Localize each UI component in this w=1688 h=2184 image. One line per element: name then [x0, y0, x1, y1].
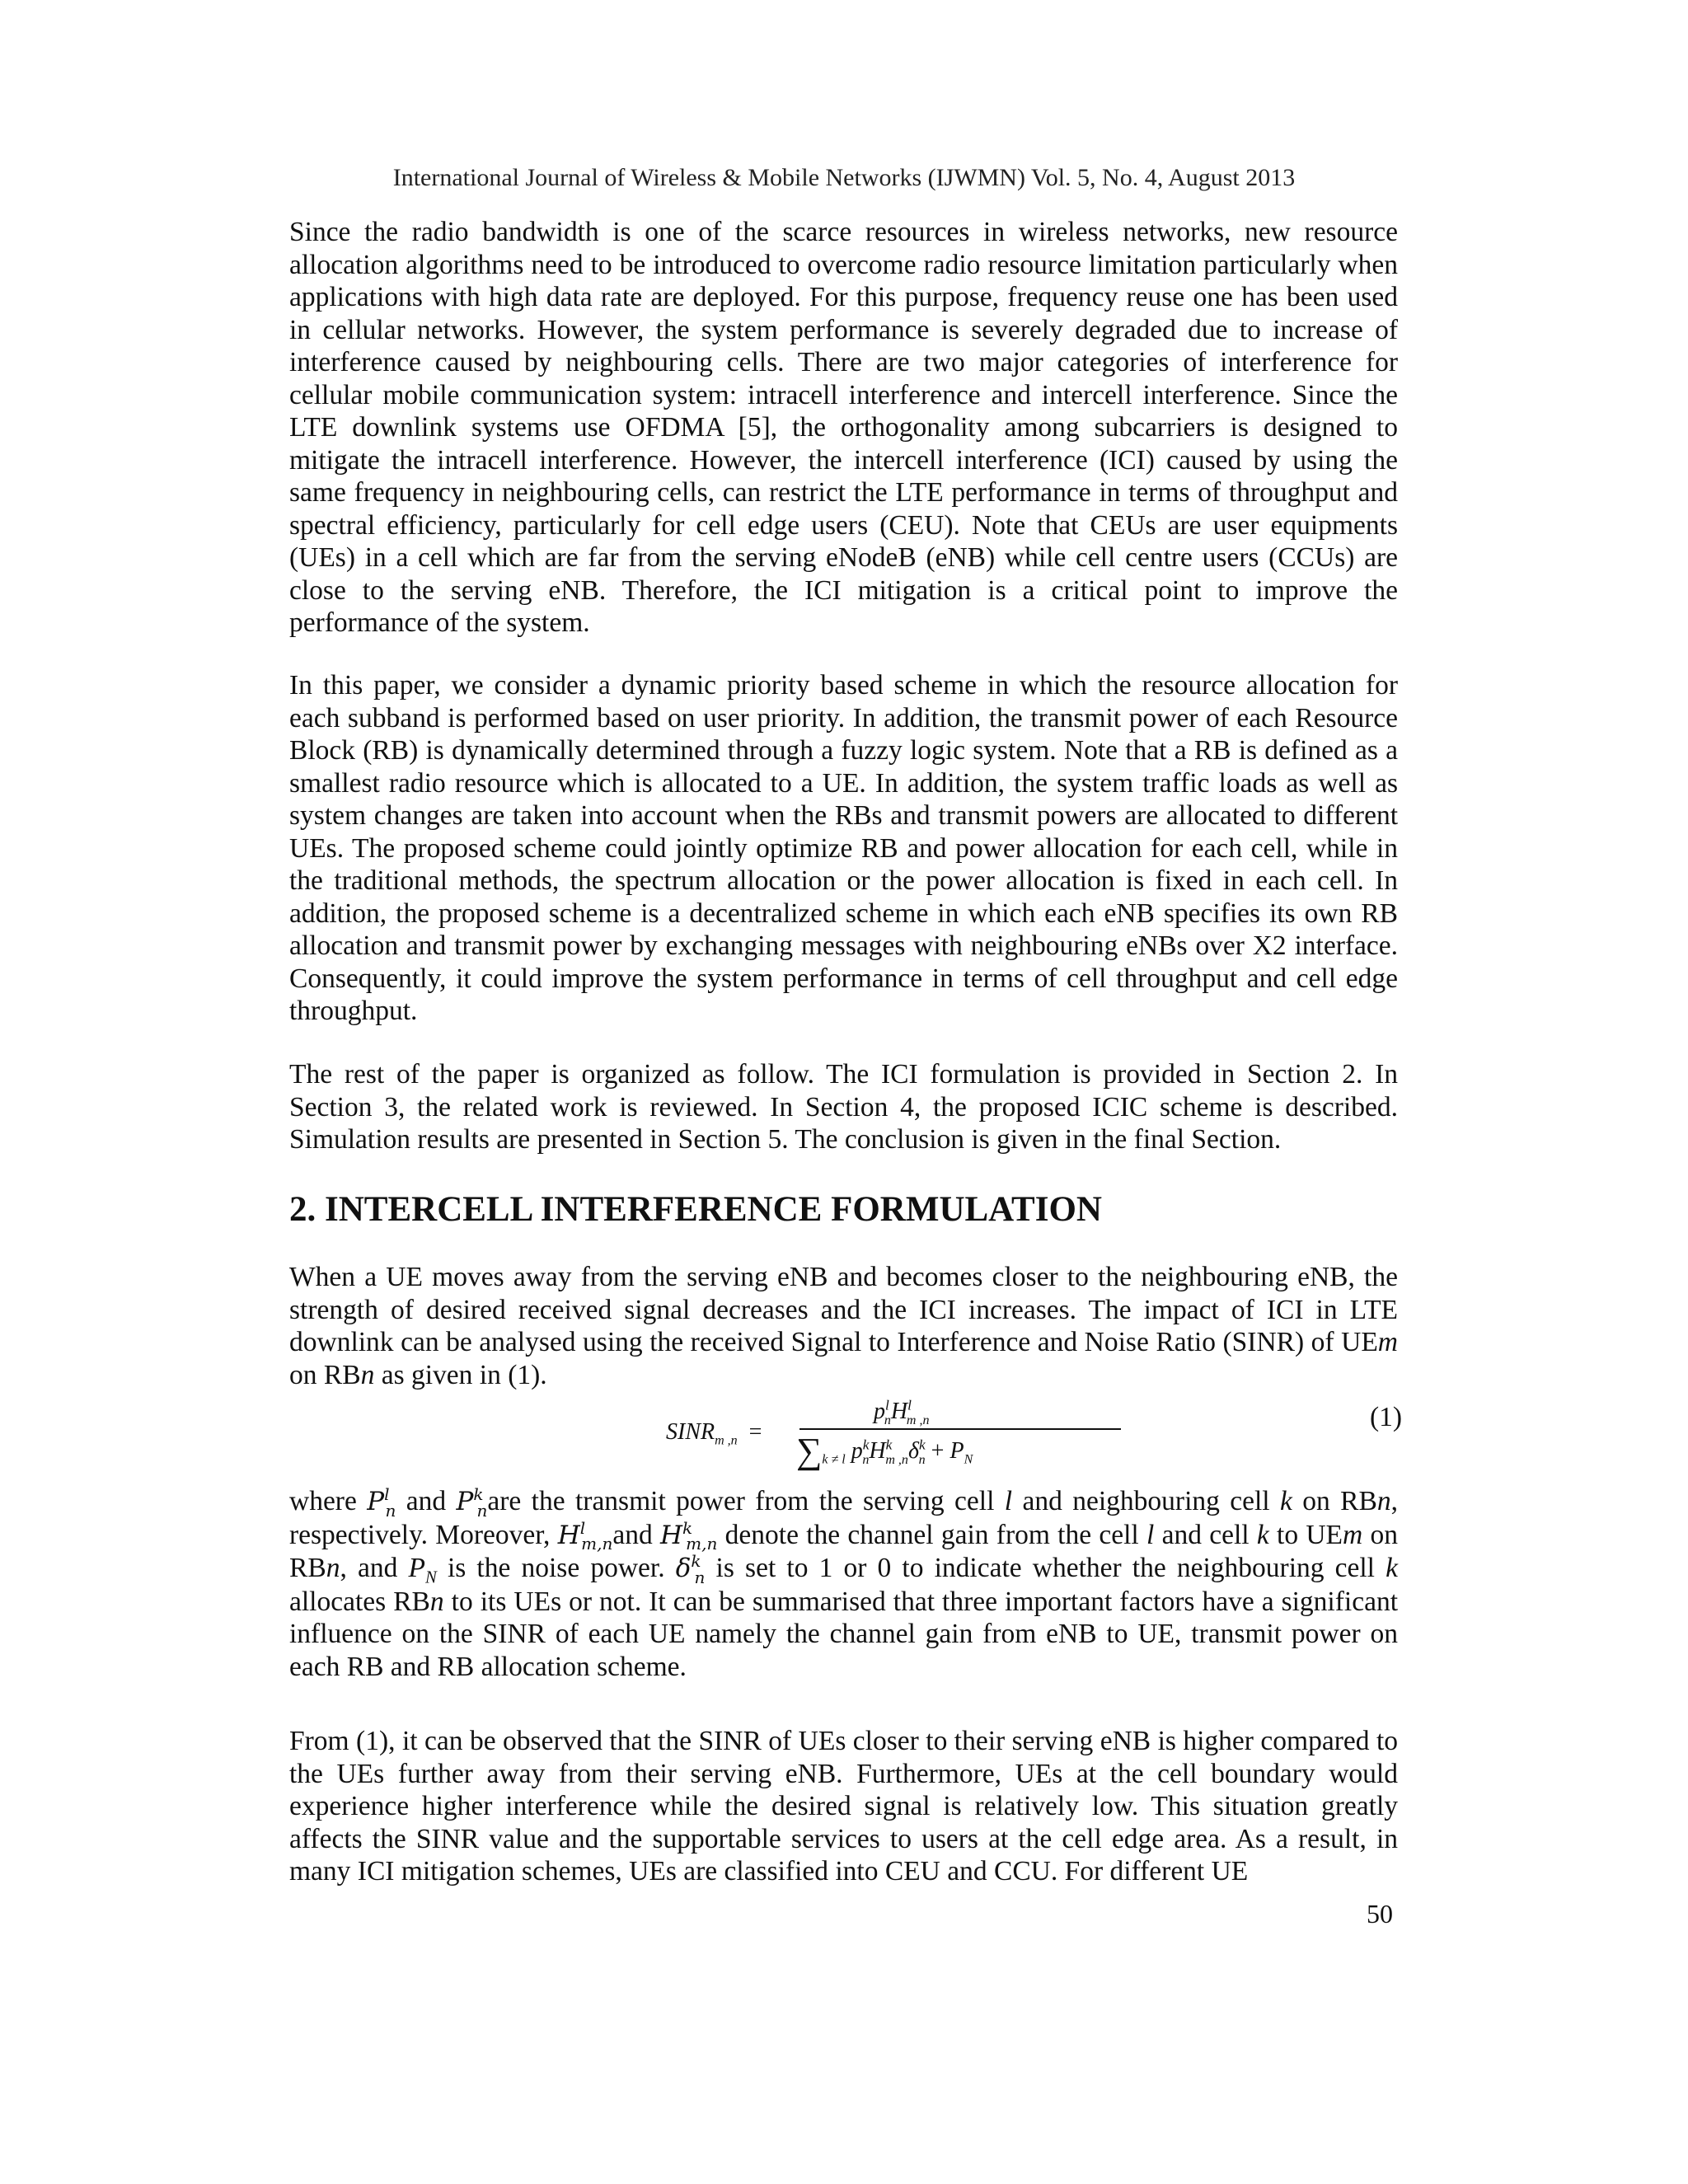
p4-a: When a UE moves away from the serving eNB and becomes closer to the neighbouring eNB, the strength of desired received signal decreases and the ICI increases. The impact of ICI in LTE downlink can be analysed using the received Signal to Interference and Noise Ratio (SINR) of UE	[289, 1262, 1398, 1357]
equation-lhs: $SINR_{m ,n}$ =	[666, 1419, 762, 1448]
paragraph-2-text: In this paper, we consider a dynamic priority based scheme in which the resource allocation for each subband is performed based on user priority. In addition, the transmit power of each Resource Block (RB) is dynamically determined through a fuzzy logic system. Note that a RB is defined as a smallest radio resource which is allocated to a UE. In addition, the system traffic loads as well as system changes are taken into account when the RBs and transmit powers are allocated to different UEs. The proposed scheme could jointly optimize RB and power allocation for each cell, while in the traditional methods, the spectrum allocation or the power allocation is fixed in each cell. In addition, the proposed scheme is a decentralized scheme in which each eNB specifies its own RB allocation and transmit power by exchanging messages with neighbouring eNBs over X2 interface. Consequently, it could improve the system performance in terms of cell throughput and cell edge throughput.	[289, 670, 1398, 1026]
paragraph-6-text: From (1), it can be observed that the SINR of UEs closer to their serving eNB is higher compared to the UEs further away from their serving eNB. Furthermore, UEs at the cell boundary would experience higher interference while the desired signal is relatively low. This situation greatly affects the SINR value and the supportable services to users at the cell edge area. As a result, in many ICI mitigation schemes, UEs are classified into CEU and CCU. For different UE	[289, 1726, 1398, 1886]
page-number: 50	[1367, 1899, 1393, 1929]
p4-c: as given in (1).	[374, 1359, 547, 1390]
equation-numerator: $p^l_nH^l_{m ,n}$	[874, 1397, 930, 1427]
paragraph-4	[289, 1261, 1398, 1391]
paragraph-1	[289, 216, 1398, 640]
paragraph-5-text: where $P^l_n$ and $P^k_nare$ the transmit power from the serving cell l and neighbouring cell k on RBn, respectively. Moreover, $H^l_{m,n}and$ $H^k_{m,n}$ denote the channel gain from the cell l and cell k to UEm on RBn, and $P_N$ is the noise power. $\delta^k_n$ is set to 1 or 0 to indicate whether the neighbouring cell k allocates RBn to its UEs or not. It can be summarised that three important factors have a significant influence on the SINR of each UE namely the channel gain from eNB to UE, transmit power on each RB and RB allocation scheme.	[289, 1483, 1399, 1682]
p4-m: m	[1377, 1327, 1398, 1357]
paragraph-5	[289, 1485, 1398, 1683]
section-heading: 2. INTERCELL INTERFERENCE FORMULATION	[289, 1190, 1102, 1229]
paragraph-2	[289, 669, 1398, 1028]
equation-number: (1)	[1370, 1402, 1403, 1432]
sinr-equation	[651, 1399, 1261, 1473]
p4-n: n	[360, 1359, 375, 1390]
equation-denominator: $\sum_{k \ne l}$ $p^k_nH^k_{m ,n}\delta^k_n + P_N$	[796, 1431, 973, 1471]
running-header: International Journal of Wireless & Mobile Networks (IJWMN) Vol. 5, No. 4, August 2013	[392, 164, 1296, 191]
paragraph-3-text: The rest of the paper is organized as follow. The ICI formulation is provided in Section 2. In Section 3, the related work is reviewed. In Section 4, the proposed ICIC scheme is described. Simulation results are presented in Section 5. The conclusion is given in the final Section.	[289, 1059, 1398, 1155]
p4-b: on RB	[289, 1359, 361, 1390]
paragraph-6	[289, 1725, 1398, 1888]
paragraph-3	[289, 1058, 1398, 1156]
paragraph-4-text	[289, 1261, 1398, 1391]
paragraph-1-text: Since the radio bandwidth is one of the scarce resources in wireless networks, new resource allocation algorithms need to be introduced to overcome radio resource limitation particularly when applications with high data rate are deployed. For this purpose, frequency reuse one has been used in cellular networks. However, the system performance is severely degraded due to increase of interference caused by neighbouring cells. There are two major categories of interference for cellular mobile communication system: intracell interference and intercell interference. Since the LTE downlink systems use OFDMA [5], the orthogonality among subcarriers is designed to mitigate the intracell interference. However, the intercell interference (ICI) caused by using the same frequency in neighbouring cells, can restrict the LTE performance in terms of throughput and spectral efficiency, particularly for cell edge users (CEU). Note that CEUs are user equipments (UEs) in a cell which are far from the serving eNodeB (eNB) while cell centre users (CCUs) are close to the serving eNB. Therefore, the ICI mitigation is a critical point to improve the performance of the system.	[289, 217, 1398, 638]
